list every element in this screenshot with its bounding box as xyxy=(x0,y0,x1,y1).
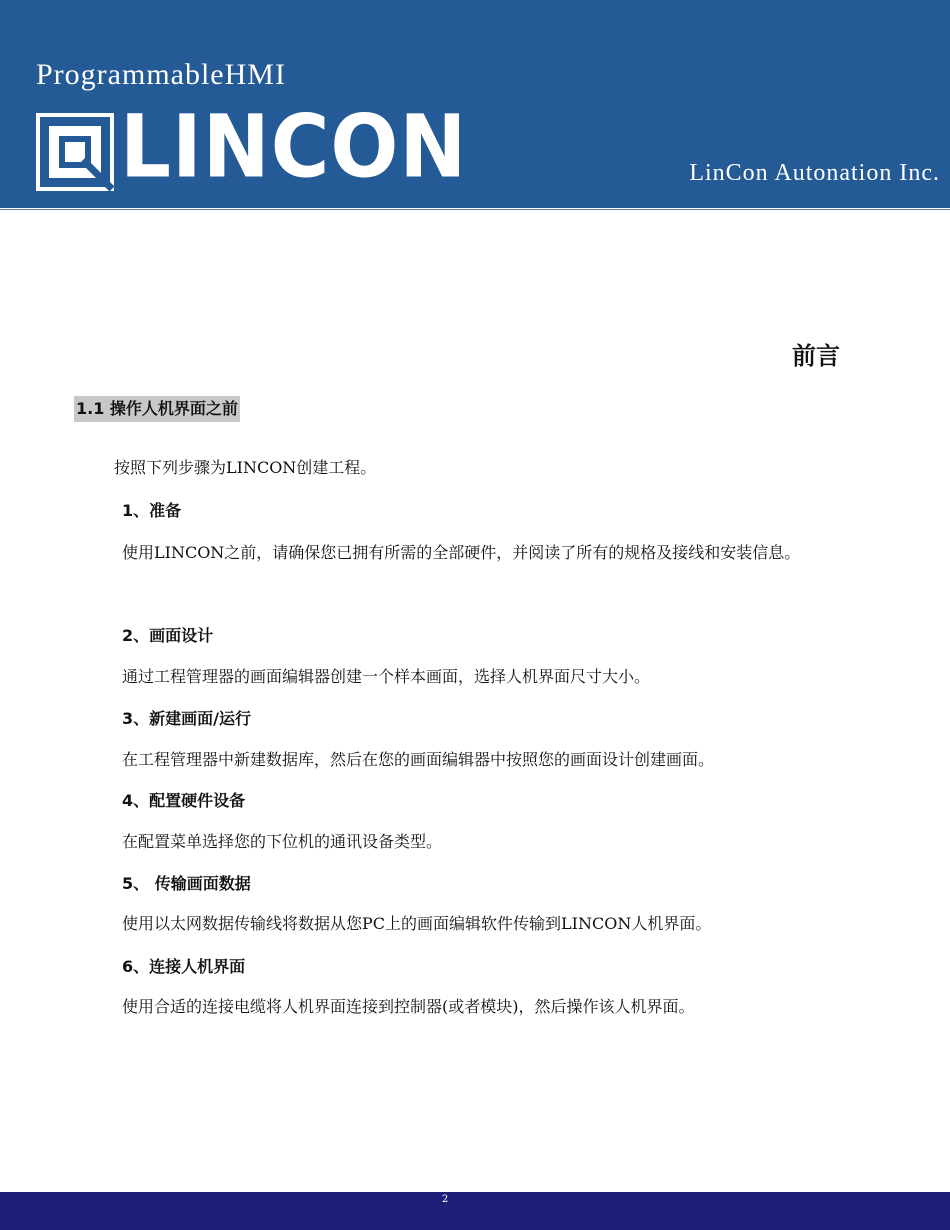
step-title-screen-design: 2、画面设计 xyxy=(122,626,214,645)
step-title-connect-hmi: 6、连接人机界面 xyxy=(122,957,246,976)
page-title: 前言 xyxy=(792,342,840,370)
header-subtitle: ProgrammableHMI xyxy=(36,58,286,91)
step-title-new-screen: 3、新建画面/运行 xyxy=(122,709,251,728)
section-heading: 1.1 操作人机界面之前 xyxy=(74,396,240,422)
step-title-prepare: 1、准备 xyxy=(122,501,182,520)
header-banner xyxy=(0,0,950,208)
step-title-configure-hardware: 4、配置硬件设备 xyxy=(122,791,246,810)
intro-text: 按照下列步骤为LINCON创建工程。 xyxy=(114,458,377,477)
page-number: 2 xyxy=(441,1194,449,1205)
logo-wordmark: LINCON xyxy=(120,96,468,197)
step-body-screen-design: 通过工程管理器的画面编辑器创建一个样本画面，选择人机界面尺寸大小。 xyxy=(122,667,651,686)
step-title-transfer-data: 5、 传输画面数据 xyxy=(122,874,251,893)
company-name: LinCon Autonation Inc. xyxy=(689,160,940,186)
step-body-new-screen: 在工程管理器中新建数据库，然后在您的画面编辑器中按照您的画面设计创建画面。 xyxy=(122,750,715,769)
step-body-prepare: 使用LINCON之前，请确保您已拥有所需的全部硬件，并阅读了所有的规格及接线和安装信息。 xyxy=(122,543,801,562)
step-body-transfer-data: 使用以太网数据传输线将数据从您PC上的画面编辑软件传输到LINCON人机界面。 xyxy=(122,914,712,933)
step-body-configure-hardware: 在配置菜单选择您的下位机的通讯设备类型。 xyxy=(122,832,443,851)
lincon-logo-icon xyxy=(36,113,114,191)
header-divider xyxy=(0,209,950,210)
step-body-connect-hmi: 使用合适的连接电缆将人机界面连接到控制器(或者模块)，然后操作该人机界面。 xyxy=(122,997,695,1016)
